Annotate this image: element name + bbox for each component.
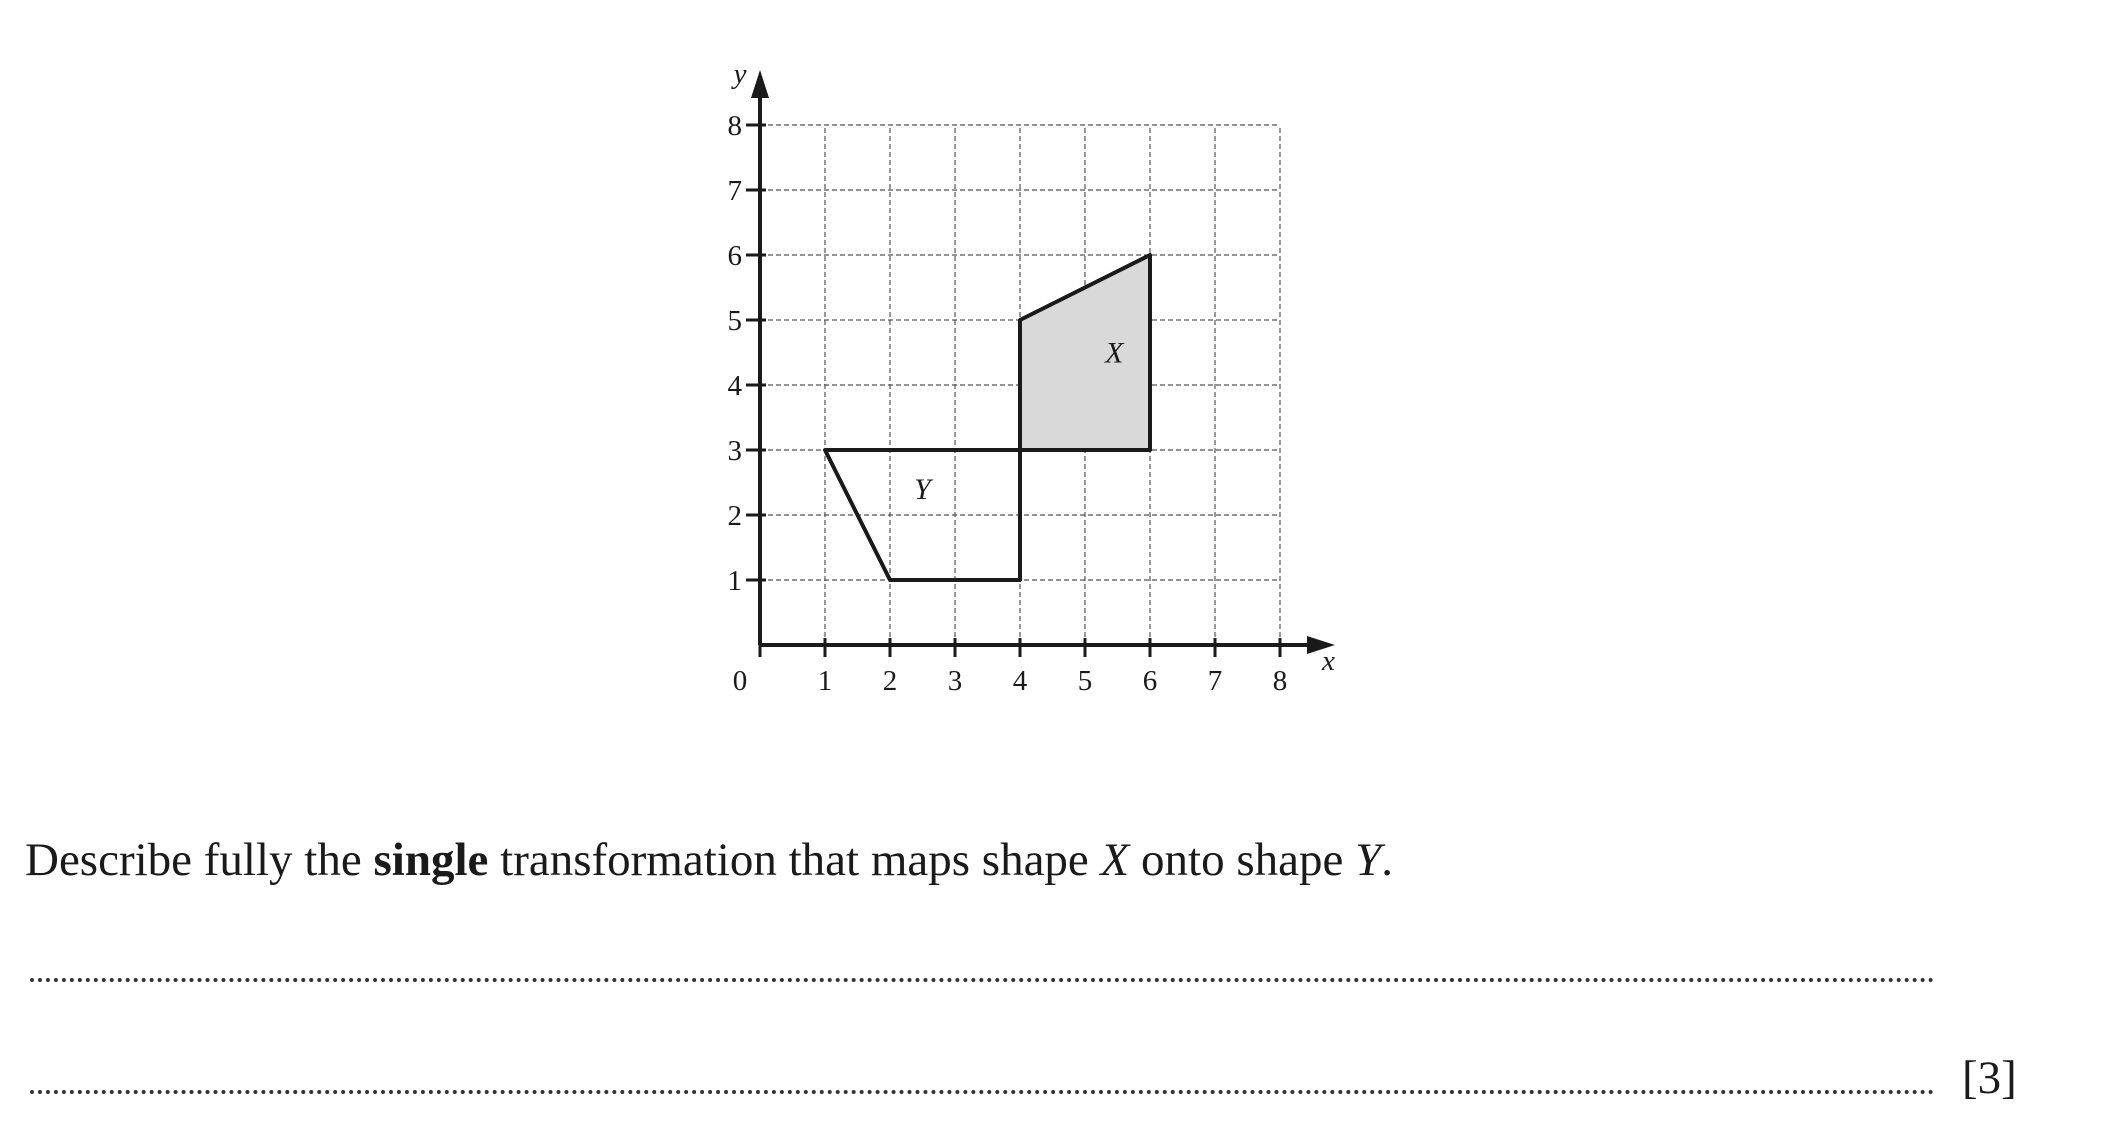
answer-line-1[interactable] (30, 978, 1935, 982)
x-tick-label: 4 (1012, 665, 1028, 697)
y-tick-label: 2 (727, 500, 742, 532)
y-tick-label: 8 (727, 110, 742, 142)
question-part-4: . (1381, 834, 1393, 886)
x-tick-label: 1 (817, 665, 833, 697)
answer-line-2[interactable] (30, 1090, 1935, 1094)
y-axis-arrow-icon (751, 70, 769, 98)
question-text (25, 832, 1393, 888)
question-part-1: Describe fully the (25, 834, 374, 886)
shape-label-y: Y (914, 473, 931, 506)
marks-label: [3] (1962, 1052, 2017, 1104)
question-part-3: onto shape (1129, 834, 1356, 886)
coordinate-grid-diagram (680, 50, 1360, 710)
x-tick-label: 3 (947, 665, 963, 697)
y-tick-label: 7 (727, 175, 742, 207)
y-tick-label: 4 (727, 370, 742, 402)
y-tick-label: 5 (727, 305, 742, 337)
question-emphasis: single (373, 834, 489, 886)
shape-label-x: X (1105, 336, 1124, 370)
x-axis-label: x (1322, 645, 1335, 677)
question-part-2: transformation that maps shape (488, 834, 1101, 886)
origin-label: 0 (732, 665, 748, 697)
y-axis-label: y (733, 58, 747, 90)
x-tick-label: 2 (882, 665, 898, 697)
y-tick-label: 6 (727, 240, 742, 272)
x-tick-label: 5 (1077, 665, 1093, 697)
y-tick-label: 3 (727, 435, 742, 467)
shapes-layer (825, 255, 1150, 580)
x-tick-label: 7 (1207, 665, 1223, 697)
x-tick-label: 8 (1272, 665, 1288, 697)
shape-y-reference: Y (1355, 834, 1382, 886)
shape-x-reference: X (1100, 834, 1130, 886)
x-tick-label: 6 (1142, 665, 1158, 697)
y-tick-label: 1 (727, 565, 742, 597)
